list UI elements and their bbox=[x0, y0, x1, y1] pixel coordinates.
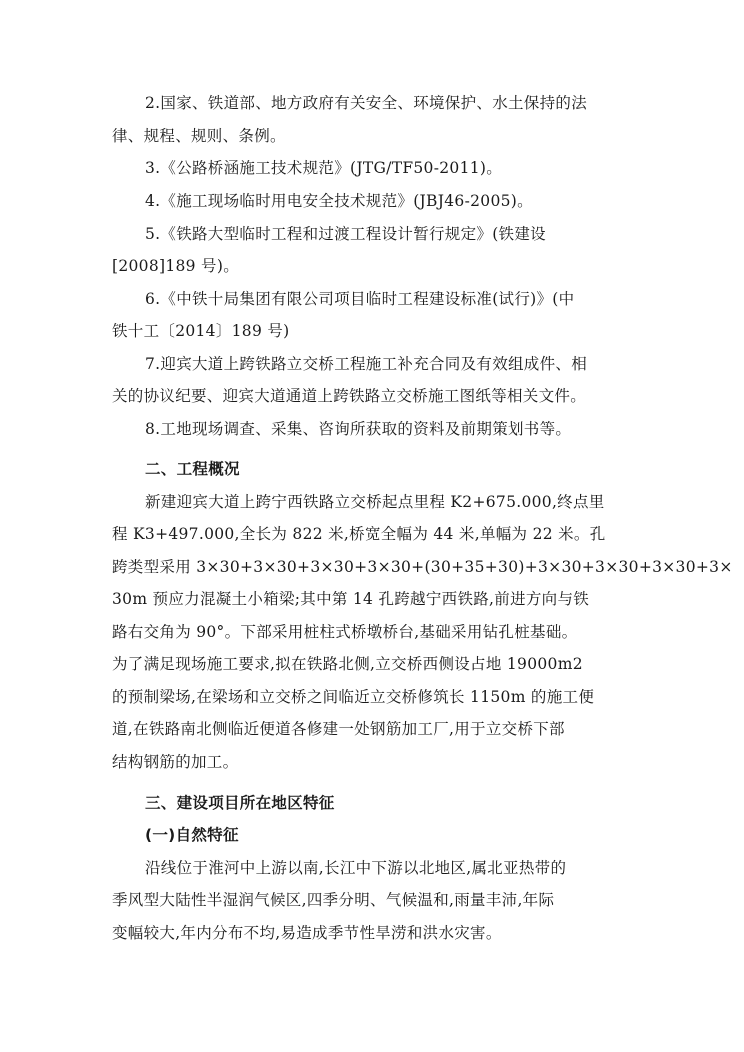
body-text-line: 7.迎宾大道上跨铁路立交桥工程施工补充合同及有效组成件、相 bbox=[145, 355, 587, 373]
body-text-line: 变幅较大,年内分布不均,易造成季节性旱涝和洪水灾害。 bbox=[112, 924, 502, 942]
body-text-line: 为了满足现场施工要求,拟在铁路北侧,立交桥西侧设占地 19000m2 bbox=[112, 655, 583, 673]
body-text-line: 结构钢筋的加工。 bbox=[112, 753, 239, 771]
body-text-line: 路右交角为 90°。下部采用桩柱式桥墩桥台,基础采用钻孔桩基础。 bbox=[112, 623, 578, 641]
body-text-line: 8.工地现场调查、采集、咨询所获取的资料及前期策划书等。 bbox=[145, 420, 572, 438]
subsection-heading: (一)自然特征 bbox=[145, 826, 239, 844]
body-text-line: 铁十工〔2014〕189 号) bbox=[112, 322, 290, 340]
body-text-line: [2008]189 号)。 bbox=[112, 257, 239, 275]
body-text-line: 沿线位于淮河中上游以南,长江中下游以北地区,属北亚热带的 bbox=[145, 859, 567, 877]
body-text-line: 新建迎宾大道上跨宁西铁路立交桥起点里程 K2+675.000,终点里 bbox=[145, 493, 605, 511]
body-text-line: 律、规程、规则、条例。 bbox=[112, 127, 286, 145]
body-text-line: 道,在铁路南北侧临近便道各修建一处钢筋加工厂,用于立交桥下部 bbox=[112, 720, 565, 738]
body-text-line: 关的协议纪要、迎宾大道通道上跨铁路立交桥施工图纸等相关文件。 bbox=[112, 387, 587, 405]
body-text-line: 程 K3+497.000,全长为 822 米,桥宽全幅为 44 米,单幅为 22 米。孔 bbox=[112, 525, 606, 543]
section-heading: 二、工程概况 bbox=[145, 460, 240, 478]
body-text-line: 30m 预应力混凝土小箱梁;其中第 14 孔跨越宁西铁路,前进方向与铁 bbox=[112, 590, 590, 608]
body-text-line: 的预制梁场,在梁场和立交桥之间临近立交桥修筑长 1150m 的施工便 bbox=[112, 688, 595, 706]
body-text-line: 季风型大陆性半湿润气候区,四季分明、气候温和,雨量丰沛,年际 bbox=[112, 891, 555, 909]
body-text-line: 3.《公路桥涵施工技术规范》(JTG/TF50-2011)。 bbox=[145, 159, 503, 177]
section-heading: 三、建设项目所在地区特征 bbox=[145, 794, 335, 812]
body-text-line: 4.《施工现场临时用电安全技术规范》(JBJ46-2005)。 bbox=[145, 192, 533, 210]
body-text-line: 2.国家、铁道部、地方政府有关安全、环境保护、水土保持的法 bbox=[145, 94, 587, 112]
body-text-line: 5.《铁路大型临时工程和过渡工程设计暂行规定》(铁建设 bbox=[145, 225, 546, 243]
body-text-line: 6.《中铁十局集团有限公司项目临时工程建设标准(试行)》(中 bbox=[145, 290, 575, 308]
body-text-line: 跨类型采用 3×30+3×30+3×30+3×30+(30+35+30)+3×30+3×30+3×30+3× bbox=[112, 558, 733, 576]
